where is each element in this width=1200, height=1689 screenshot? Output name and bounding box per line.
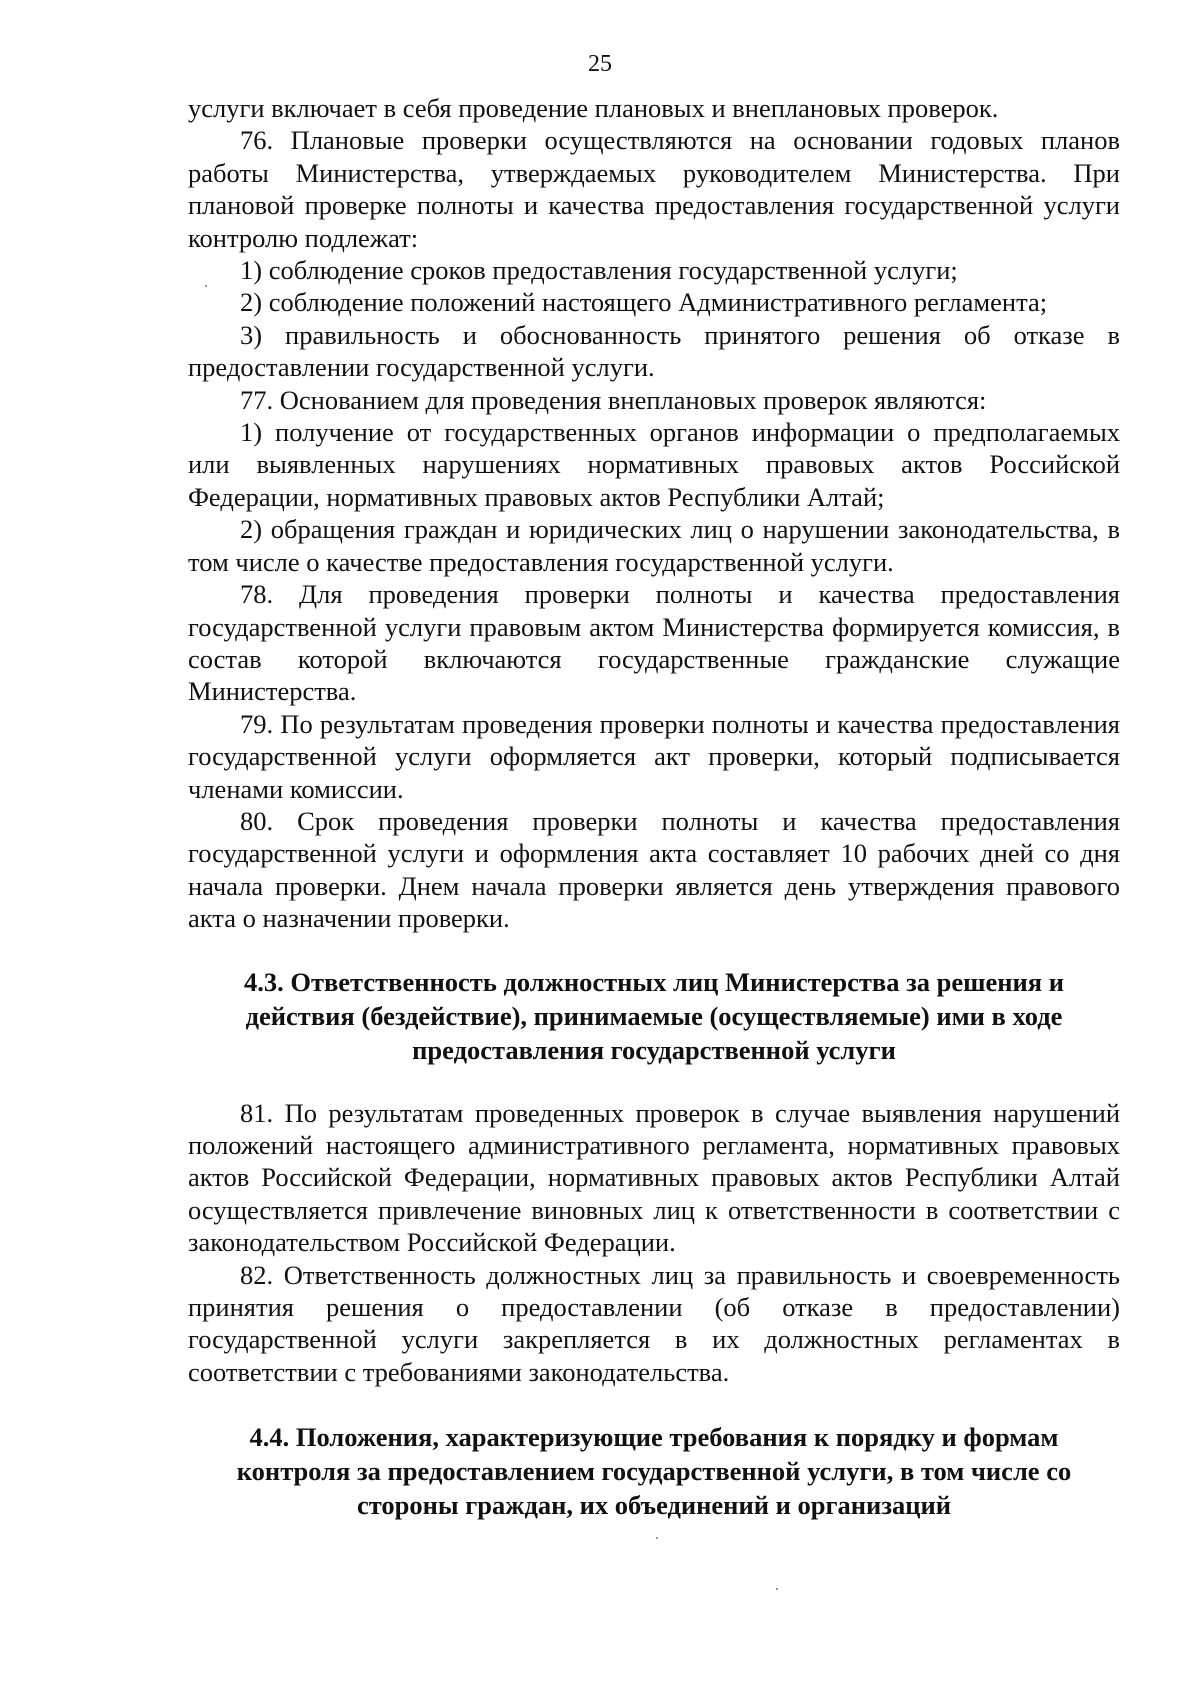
paragraph-76-item-2: 2) соблюдение положений настоящего Административного регламента; <box>240 287 1048 318</box>
scan-speck <box>656 1537 658 1539</box>
document-body <box>188 92 1120 1522</box>
scan-speck <box>776 1588 778 1590</box>
scan-speck <box>205 285 207 287</box>
paragraph-79: 79. По результатам проведения проверки полноты и качества предоставления государственной услуги оформляется акт проверки, который подписывается членами комиссии. <box>188 708 1120 804</box>
paragraph-77-item-2: 2) обращения граждан и юридических лиц о нарушении законодательства, в том числе о качестве предоставления государственной услуги. <box>188 514 1120 577</box>
paragraph-82: 82. Ответственность должностных лиц за правильность и своевременность принятия решения о предоставлении (об отказе в предоставлении) государственной услуги закрепляется в их должностных регламентах в соответствии с требованиями законодательства. <box>188 1259 1120 1387</box>
section-heading-4-4: 4.4. Положения, характеризующие требования к порядку и формам контроля за предоставлением государственной услуги, в том числе со стороны граждан, их объединений и организаций <box>236 1422 1072 1521</box>
page-number: 25 <box>588 51 612 77</box>
section-heading-4-3: 4.3. Ответственность должностных лиц Министерства за решения и действия (бездействие), принимаемые (осуществляемые) ими в ходе предоставления государственной услуги <box>243 966 1064 1065</box>
paragraph-81: 81. По результатам проведенных проверок в случае выявления нарушений положений настоящего административного регламента, нормативных правовых актов Российской Федерации, нормативных правовых актов Республики Алтай осуществляется привлечение виновных лиц к ответственности в соответствии с законодательством Российской Федерации. <box>188 1097 1120 1258</box>
paragraph-76: 76. Плановые проверки осуществляются на основании годовых планов работы Министерства, утверждаемых руководителем Министерства. При плановой проверке полноты и качества предоставления государственной услуги контролю подлежат: <box>188 125 1120 253</box>
paragraph-76-item-1: 1) соблюдение сроков предоставления государственной услуги; <box>240 255 958 286</box>
paragraph-78: 78. Для проведения проверки полноты и качества предоставления государственной услуги правовым актом Министерства формируется комиссия, в состав которой включаются государственные гражданские служащие Министерства. <box>188 579 1120 707</box>
paragraph-77-item-1: 1) получение от государственных органов информации о предполагаемых или выявленных нарушениях нормативных правовых актов Российской Федерации, нормативных правовых актов Республики Алтай; <box>188 417 1120 512</box>
paragraph-76-item-3: 3) правильность и обоснованность принятого решения об отказе в предоставлении государственной услуги. <box>188 319 1120 383</box>
paragraph-80: 80. Срок проведения проверки полноты и качества предоставления государственной услуги и оформления акта составляет 10 рабочих дней со дня начала проверки. Днем начала проверки является день утверждения правового акта о назначении проверки. <box>188 805 1120 934</box>
paragraph-77: 77. Основанием для проведения внеплановых проверок являются: <box>240 384 987 415</box>
paragraph-continuation: услуги включает в себя проведение плановых и внеплановых проверок. <box>188 93 999 123</box>
